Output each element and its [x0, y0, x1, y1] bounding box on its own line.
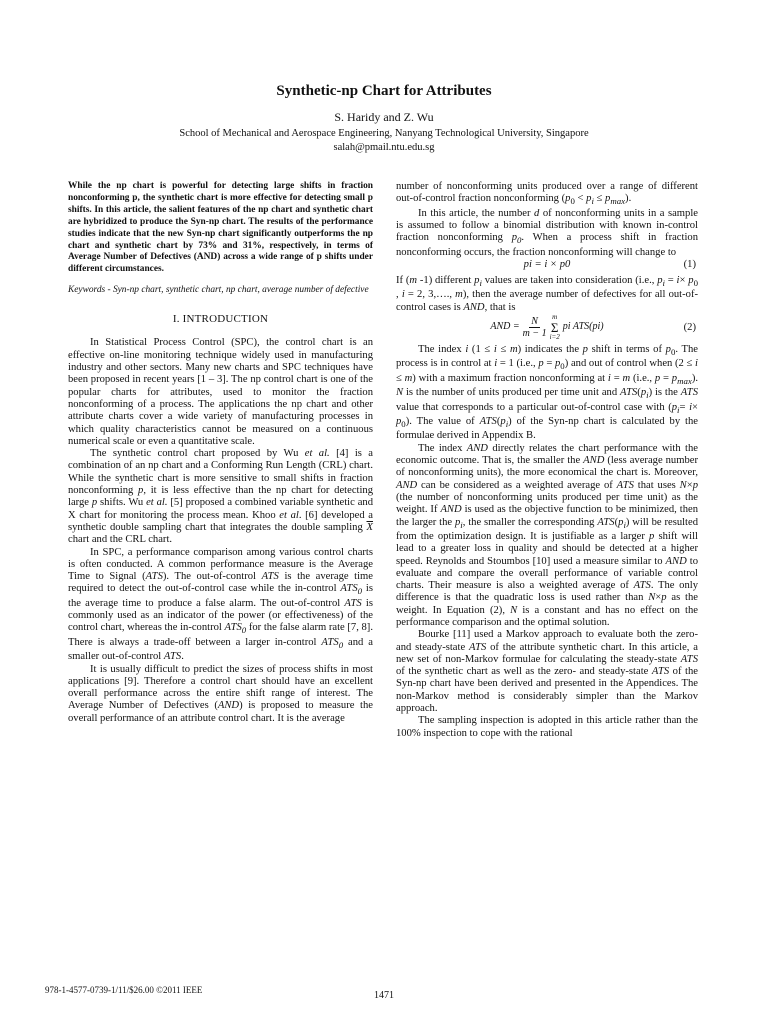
equation-2-lhs: AND = [490, 321, 520, 333]
paragraph: The sampling inspection is adopted in this article rather than the 100% inspection to cope with the rational [396, 715, 698, 739]
page-number: 1471 [374, 990, 394, 1001]
left-column [68, 181, 373, 725]
paragraph: The synthetic control chart proposed by Wu et al. [4] is a combination of an np chart and a Conforming Run Length (CRL) chart. While the synthetic chart is more sensitive to small shifts in fraction nonconforming p, it is less effective than the np chart for detecting large p shifts. Wu et al. [5] proposed a combined variable synthetic and X chart for monitoring the process mean. Khoo et al. [6] developed a synthetic double sampling chart that integrates the double sampling $\overline{X}$ chart and the CRL chart. [68, 448, 374, 546]
equation-number: (2) [683, 322, 696, 333]
affiliation: School of Mechanical and Aerospace Engineering, Nanyang Technological University, Singapore [179, 128, 589, 139]
isbn-footer: 978-1-4577-0739-1/11/$26.00 ©2011 IEEE [45, 985, 203, 995]
paragraph: In SPC, a performance comparison among various control charts is often conducted. A common performance measure is the Average Time to Signal (ATS). The out-of-control ATS is the average time required to detect the out-of-control case while the in-control $ATS_0$ is the average time to produce a false alarm. The out-of-control ATS is commonly used as an indicator of the power (or effectiveness) of the control chart, whereas the in-control $ATS_0$ for the false alarm rate [7, 8]. There is always a trade-off between a larger in-control $ATS_0$ and a smaller out-of-control ATS. [68, 546, 373, 663]
paragraph: The index i (1 ≤ i ≤ m) indicates the p shift in terms of $p_0$. The process is in control at i = 1 (i.e., $p = p_0$) and out of control when (2 ≤ i ≤ m) with a maximum fraction nonconforming at i = m (i.e., $p = p_{max}$). N is the number of units produced per time unit and $ATS(p_i)$ is the ATS value that corresponds to a particular out-of-control case with $(p_i= i\times p_0)$. The value of $ATS(p_i)$ of the Syn-np chart is calculated by the formulae derived in Appendix B. [396, 344, 698, 442]
right-column [396, 181, 698, 740]
paragraph: Bourke [11] used a Markov approach to evaluate both the zero- and steady-state ATS of the attribute synthetic chart. In this article, a new set of non-Markov formulae for calculating the steady-state ATS of the synthetic chart as well as the zero- and steady-state ATS of the Syn-np chart have been derived and presented in the Appendices. The non-Markov method is considerably simpler than the Markov approach. [396, 629, 698, 715]
paragraph: In Statistical Process Control (SPC), the control chart is an effective on-line monitoring technique widely used in manufacturing industry and other sectors. Many new charts and SPC techniques have been proposed in recent years [1 – 3]. The np control chart is one of the popular charts for attributes, used to monitor the fraction nonconforming of a process. The applications the np chart and other attribute charts cover a wide variety of manufacturing processes in which quality characteristics cannot be measured on a continuous numerical scale or even a quantitative scale. [68, 337, 373, 447]
keywords: Keywords - Syn-np chart, synthetic chart, np chart, average number of defective [68, 285, 369, 296]
equation-number: (1) [683, 259, 696, 270]
paper-title: Synthetic-np Chart for Attributes [276, 83, 492, 99]
paragraph: It is usually difficult to predict the sizes of process shifts in most applications [9]. Therefore a control chart should have an excellent overall performance across the entire shift range of interest. The Average Number of Defectives (AND) is proposed to measure the overall performance of an attribute control chart. It is the average [68, 663, 373, 724]
email: salah@pmail.ntu.edu.sg [333, 142, 435, 153]
paragraph: In this article, the number d of nonconforming units in a sample is assumed to follow a binomial distribution with known in-control fraction nonconforming $p_0$. When a process shift in fraction nonconforming occurs, the fraction nonconforming will change to [396, 207, 698, 258]
equation-1-expr: pi = i × p0 [523, 259, 571, 270]
paragraph: The index AND directly relates the chart performance with the economic outcome. That is, the smaller the AND (less average number of nonconforming units), the more economical the chart is. Moreover, AND can be considered as a weighted average of ATS that uses N×p (the number of nonconforming units produced per time unit) as the weight. If AND is used as the objective function to be minimized, then the larger the $p_i$, the smaller the corresponding $ATS(p_i)$ will be resulted from the optimization design. It is justifiable as a larger p shift will lead to a greater loss in quality and should be detected at a higher speed. Reynolds and Stoumbos [10] used a measure similar to AND to evaluate and compare the overall performance of variable control charts. Their measure is also a weighted average of ATS. The only difference is that the quadratic loss is used rather than N×p as the weight. In Equation (2), N is a constant and has no effect on the performance comparison and the optimal solution. [396, 442, 698, 628]
paragraph: number of nonconforming units produced over a range of different out-of-control fraction nonconforming $(p_0 < p_i \le p_{max})$. [396, 181, 698, 207]
abstract: While the np chart is powerful for detecting large shifts in fraction nonconforming p, the synthetic chart is more effective for detecting small p shifts. In this article, the salient features of the np chart and synthetic chart are hybridized to produce the Syn-np chart. The results of the performance studies indicate that the new Syn-np chart significantly outperforms the np chart and synthetic chart by 73% and 31%, respectively, in terms of Average Number of Defectives (AND) across a wide range of p shifts under different circumstances. [68, 181, 373, 275]
equation-1 [396, 259, 698, 275]
section-heading: I. INTRODUCTION [172, 313, 269, 326]
equation-2-fraction: $\frac{N}{m - 1}$ [522, 316, 547, 339]
equation-2-rhs: pi ATS(pi) [562, 321, 604, 333]
authors: S. Haridy and Z. Wu [334, 110, 434, 124]
equation-2 [396, 314, 698, 344]
summation-symbol: m Σ i=2 [549, 313, 560, 341]
paragraph: If (m -1) different $p_i$ values are taken into consideration (i.e., $p_i = i\times p_0$ , i = 2, 3,…., m), then the average number of defectives for all out-of-control cases is AND, that is [396, 275, 699, 313]
